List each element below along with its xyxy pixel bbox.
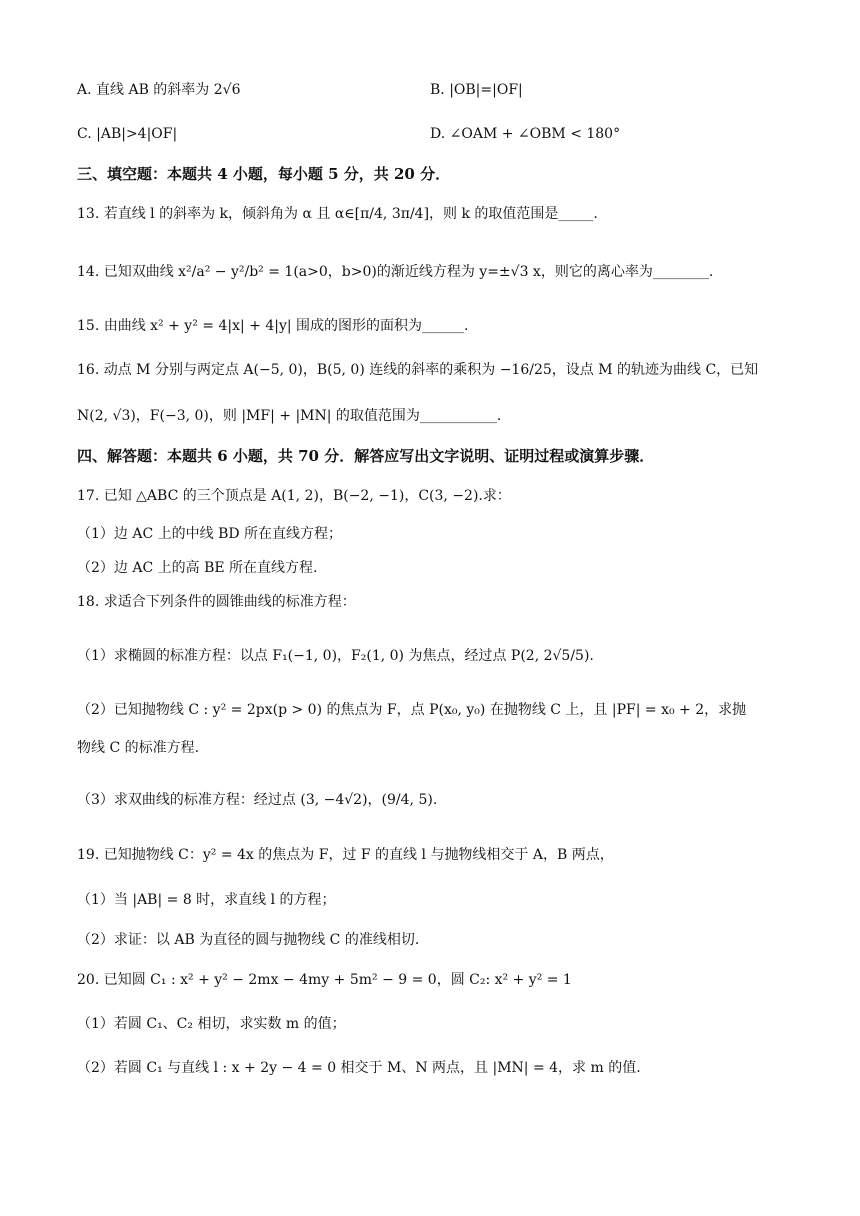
- question-20: 20. 已知圆 C₁ : x² + y² − 2mx − 4my + 5m² − 9 = 0，圆 C₂: x² + y² = 1: [77, 972, 572, 988]
- question-17-part-2: （2）边 AC 上的高 BE 所在直线方程.: [77, 560, 318, 576]
- question-18-part-2-line-1: （2）已知抛物线 C : y² = 2px(p > 0) 的焦点为 F，点 P(x₀, y₀) 在抛物线 C 上，且 |PF| = x₀ + 2，求抛: [77, 702, 747, 718]
- question-18-part-1: （1）求椭圆的标准方程：以点 F₁(−1, 0)，F₂(1, 0) 为焦点，经过点 P(2, 2√5/5).: [77, 648, 594, 664]
- question-19: 19. 已知抛物线 C：y² = 4x 的焦点为 F，过 F 的直线 l 与抛物线相交于 A，B 两点，: [77, 847, 614, 863]
- section-three-heading: 三、填空题：本题共 4 小题，每小题 5 分，共 20 分．: [77, 165, 451, 183]
- option-b: B. |OB|=|OF|: [430, 82, 523, 98]
- option-c: C. |AB|>4|OF|: [77, 126, 178, 142]
- question-14: 14. 已知双曲线 x²/a² − y²/b² = 1(a>0，b>0)的渐近线方程为 y=±√3 x，则它的离心率为________.: [77, 264, 714, 280]
- question-19-part-1: （1）当 |AB| = 8 时，求直线 l 的方程；: [77, 892, 336, 908]
- question-20-part-1: （1）若圆 C₁、C₂ 相切，求实数 m 的值；: [77, 1016, 346, 1032]
- question-15: 15. 由曲线 x² + y² = 4|x| + 4|y| 围成的图形的面积为______.: [77, 318, 469, 334]
- question-17: 17. 已知 △ABC 的三个顶点是 A(1, 2)，B(−2, −1)，C(3, −2).求：: [77, 488, 511, 504]
- question-18-part-2-line-2: 物线 C 的标准方程.: [77, 740, 200, 756]
- question-18-part-3: （3）求双曲线的标准方程：经过点 (3, −4√2)，(9/4, 5).: [77, 792, 438, 808]
- question-18: 18. 求适合下列条件的圆锥曲线的标准方程：: [77, 594, 356, 610]
- option-d: D. ∠OAM + ∠OBM < 180°: [430, 126, 621, 142]
- question-16-line-1: 16. 动点 M 分别与两定点 A(−5, 0)，B(5, 0) 连线的斜率的乘积为 −16/25，设点 M 的轨迹为曲线 C，已知: [77, 362, 759, 378]
- question-17-part-1: （1）边 AC 上的中线 BD 所在直线方程；: [77, 526, 343, 542]
- question-20-part-2: （2）若圆 C₁ 与直线 l : x + 2y − 4 = 0 相交于 M、N 两点，且 |MN| = 4，求 m 的值.: [77, 1060, 641, 1076]
- option-a: A. 直线 AB 的斜率为 2√6: [77, 82, 241, 98]
- question-13: 13. 若直线 l 的斜率为 k，倾斜角为 α 且 α∈[π/4, 3π/4]，则 k 的取值范围是_____.: [77, 206, 598, 222]
- section-four-heading: 四、解答题：本题共 6 小题，共 70 分．解答应写出文字说明、证明过程或演算步骤．: [77, 447, 655, 465]
- question-16-line-2: N(2, √3)，F(−3, 0)，则 |MF| + |MN| 的取值范围为___________.: [77, 408, 502, 424]
- question-19-part-2: （2）求证：以 AB 为直径的圆与抛物线 C 的准线相切.: [77, 932, 420, 948]
